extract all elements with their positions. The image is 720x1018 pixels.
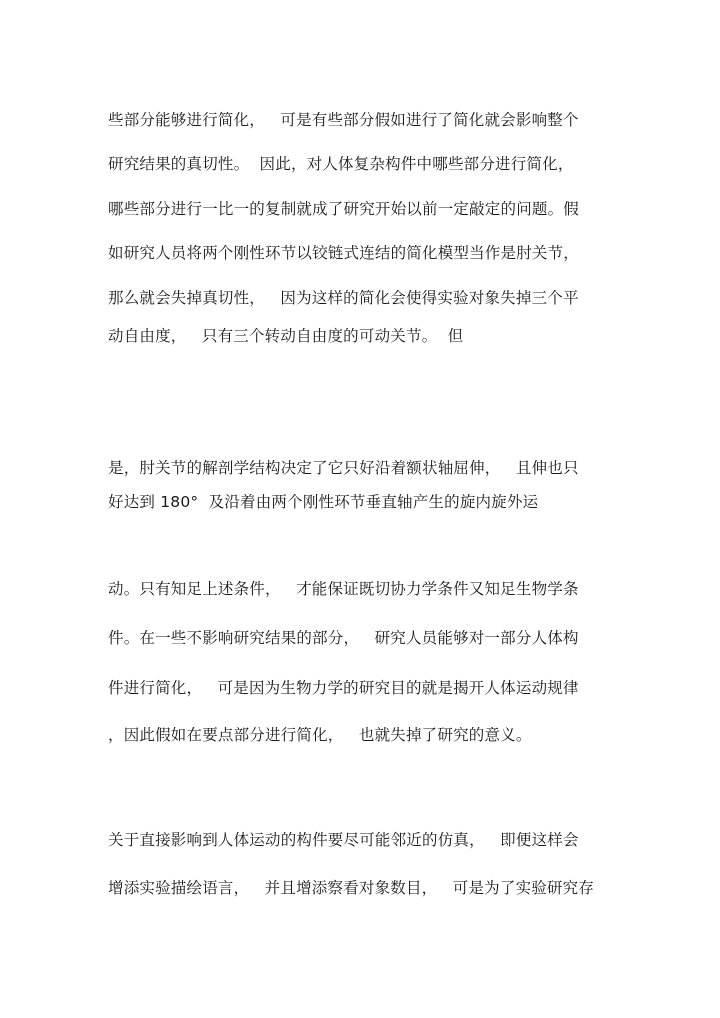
text-line: 哪些部分进行一比一的复制就成了研究开始以前一定敲定的问题。假 bbox=[108, 200, 580, 218]
text-line: ，因此假如在要点部分进行简化， 也就失掉了研究的意义。 bbox=[108, 726, 532, 744]
text-line: 研究结果的真切性。 因此，对人体复杂构件中哪些部分进行简化， bbox=[108, 155, 574, 173]
text-line: 增添实验描绘语言， 并且增添察看对象数目， 可是为了实验研究存 bbox=[108, 879, 595, 897]
text-line: 好达到 180° 及沿着由两个刚性环节垂直轴产生的旋内旋外运 bbox=[108, 493, 539, 511]
text-line: 件进行简化， 可是因为生物力学的研究目的就是揭开人体运动规律 bbox=[108, 679, 579, 697]
text-line: 动。只有知足上述条件， 才能保证既切协力学条件又知足生物学条 bbox=[108, 580, 579, 598]
text-line: 些部分能够进行简化， 可是有些部分假如进行了简化就会影响整个 bbox=[108, 111, 579, 129]
text-line: 动自由度， 只有三个转动自由度的可动关节。 但 bbox=[108, 327, 464, 345]
text-line: 那么就会失掉真切性， 因为这样的简化会使得实验对象失掉三个平 bbox=[108, 289, 579, 307]
text-line: 关于直接影响到人体运动的构件要尽可能邻近的仿真， 即便这样会 bbox=[108, 831, 579, 849]
text-line: 是，肘关节的解剖学结构决定了它只好沿着额状轴屈伸， 且伸也只 bbox=[108, 459, 579, 477]
text-line: 件。在一些不影响研究结果的部分， 研究人员能够对一部分人体构 bbox=[108, 629, 579, 647]
text-line: 如研究人员将两个刚性环节以铰链式连结的简化模型当作是肘关节， bbox=[108, 244, 580, 262]
